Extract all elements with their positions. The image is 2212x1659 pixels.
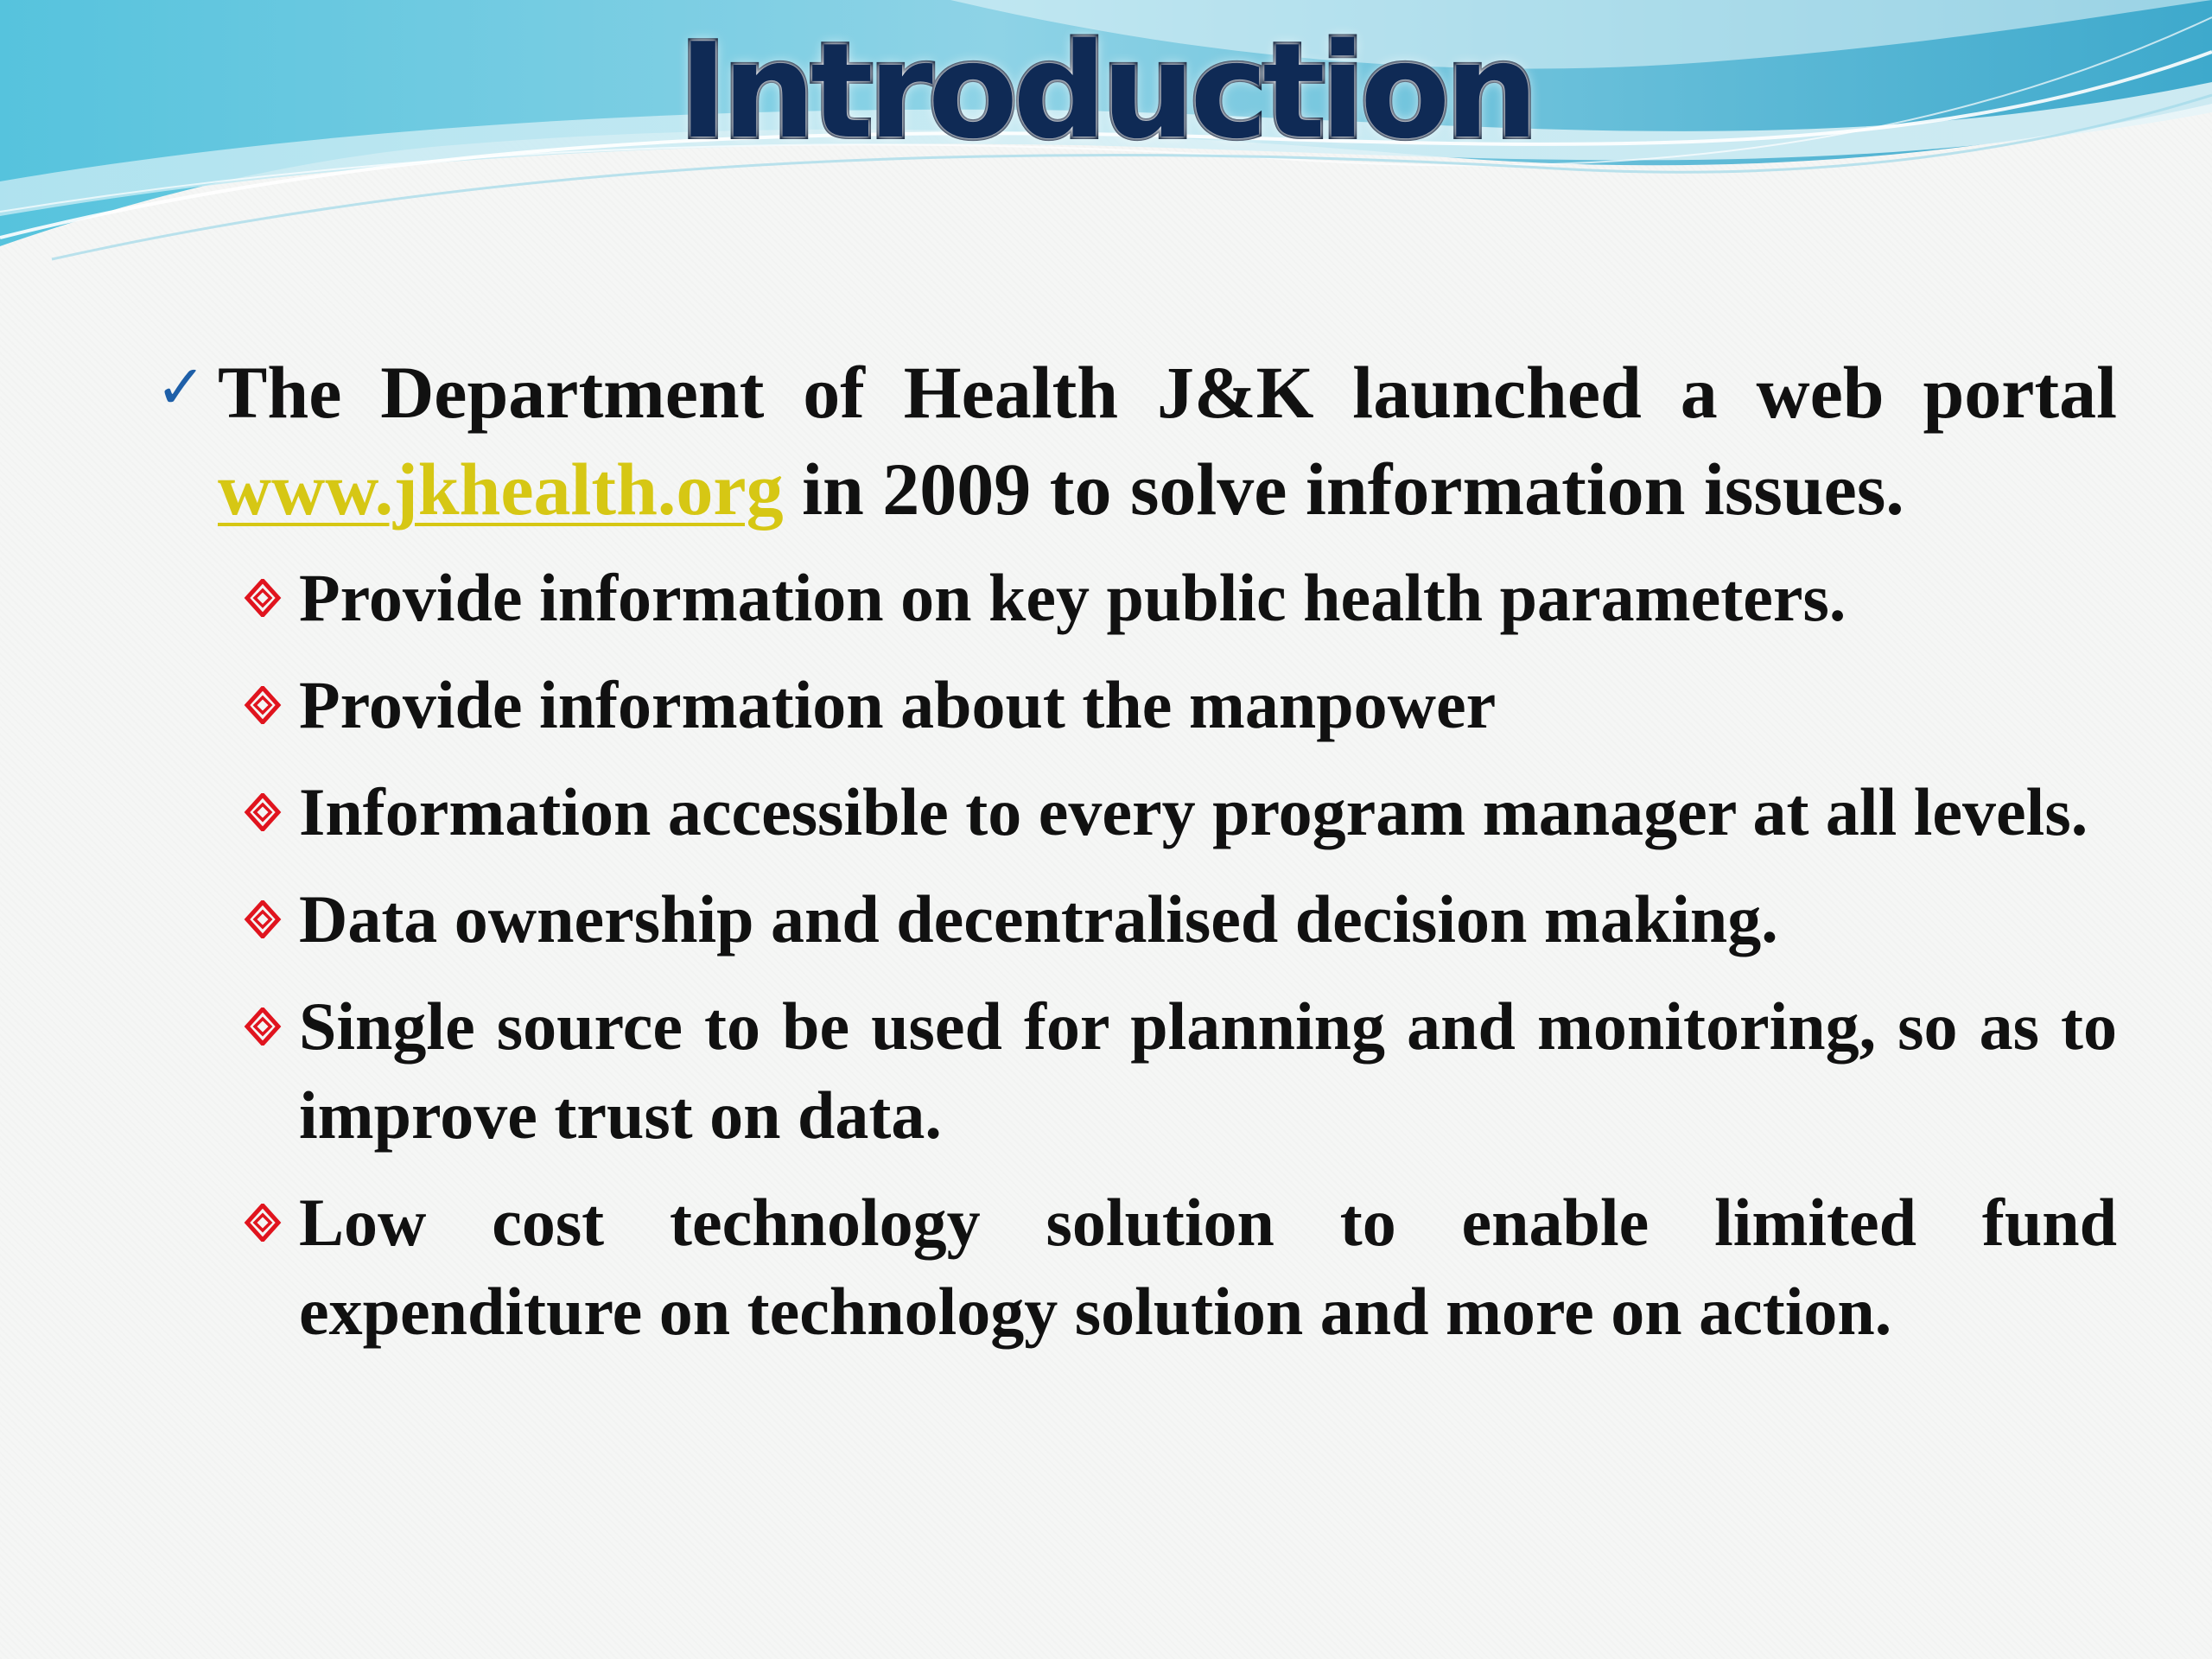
- sub-bullet-text: Provide information on key public health parameters.: [299, 560, 1847, 635]
- main-bullet: [156, 344, 2117, 537]
- sub-bullet-item: [244, 1178, 2117, 1356]
- sub-bullet-list: [244, 553, 2117, 1356]
- main-bullet-text-after: in 2009 to solve information issues.: [802, 448, 1904, 531]
- sub-bullet-text: Single source to be used for planning and monitoring, so as to improve trust on data.: [299, 988, 2117, 1153]
- diamond-bullet-icon: [244, 1007, 282, 1046]
- sub-bullet-text: Information accessible to every program manager at all levels.: [299, 774, 2088, 849]
- diamond-bullet-icon: [244, 686, 282, 724]
- sub-bullet-item: [244, 982, 2117, 1160]
- sub-bullet-item: [244, 767, 2117, 856]
- content-area: [156, 344, 2117, 1374]
- diamond-bullet-icon: [244, 793, 282, 831]
- sub-bullet-text: Provide information about the manpower: [299, 667, 1497, 742]
- main-bullet-text-before: The Department of Health J&K launched a web portal: [218, 351, 2117, 434]
- checkmark-icon: ✓: [156, 352, 207, 423]
- sub-bullet-text: Low cost technology solution to enable limited fund expenditure on technology solution and more on action.: [299, 1185, 2117, 1349]
- diamond-bullet-icon: [244, 900, 282, 938]
- portal-link[interactable]: www.jkhealth.org: [218, 448, 784, 531]
- sub-bullet-item: [244, 660, 2117, 749]
- sub-bullet-item: [244, 553, 2117, 642]
- diamond-bullet-icon: [244, 579, 282, 617]
- sub-bullet-item: [244, 874, 2117, 963]
- diamond-bullet-icon: [244, 1204, 282, 1242]
- slide-title: Introduction: [678, 15, 1534, 168]
- sub-bullet-text: Data ownership and decentralised decision making.: [299, 881, 1778, 957]
